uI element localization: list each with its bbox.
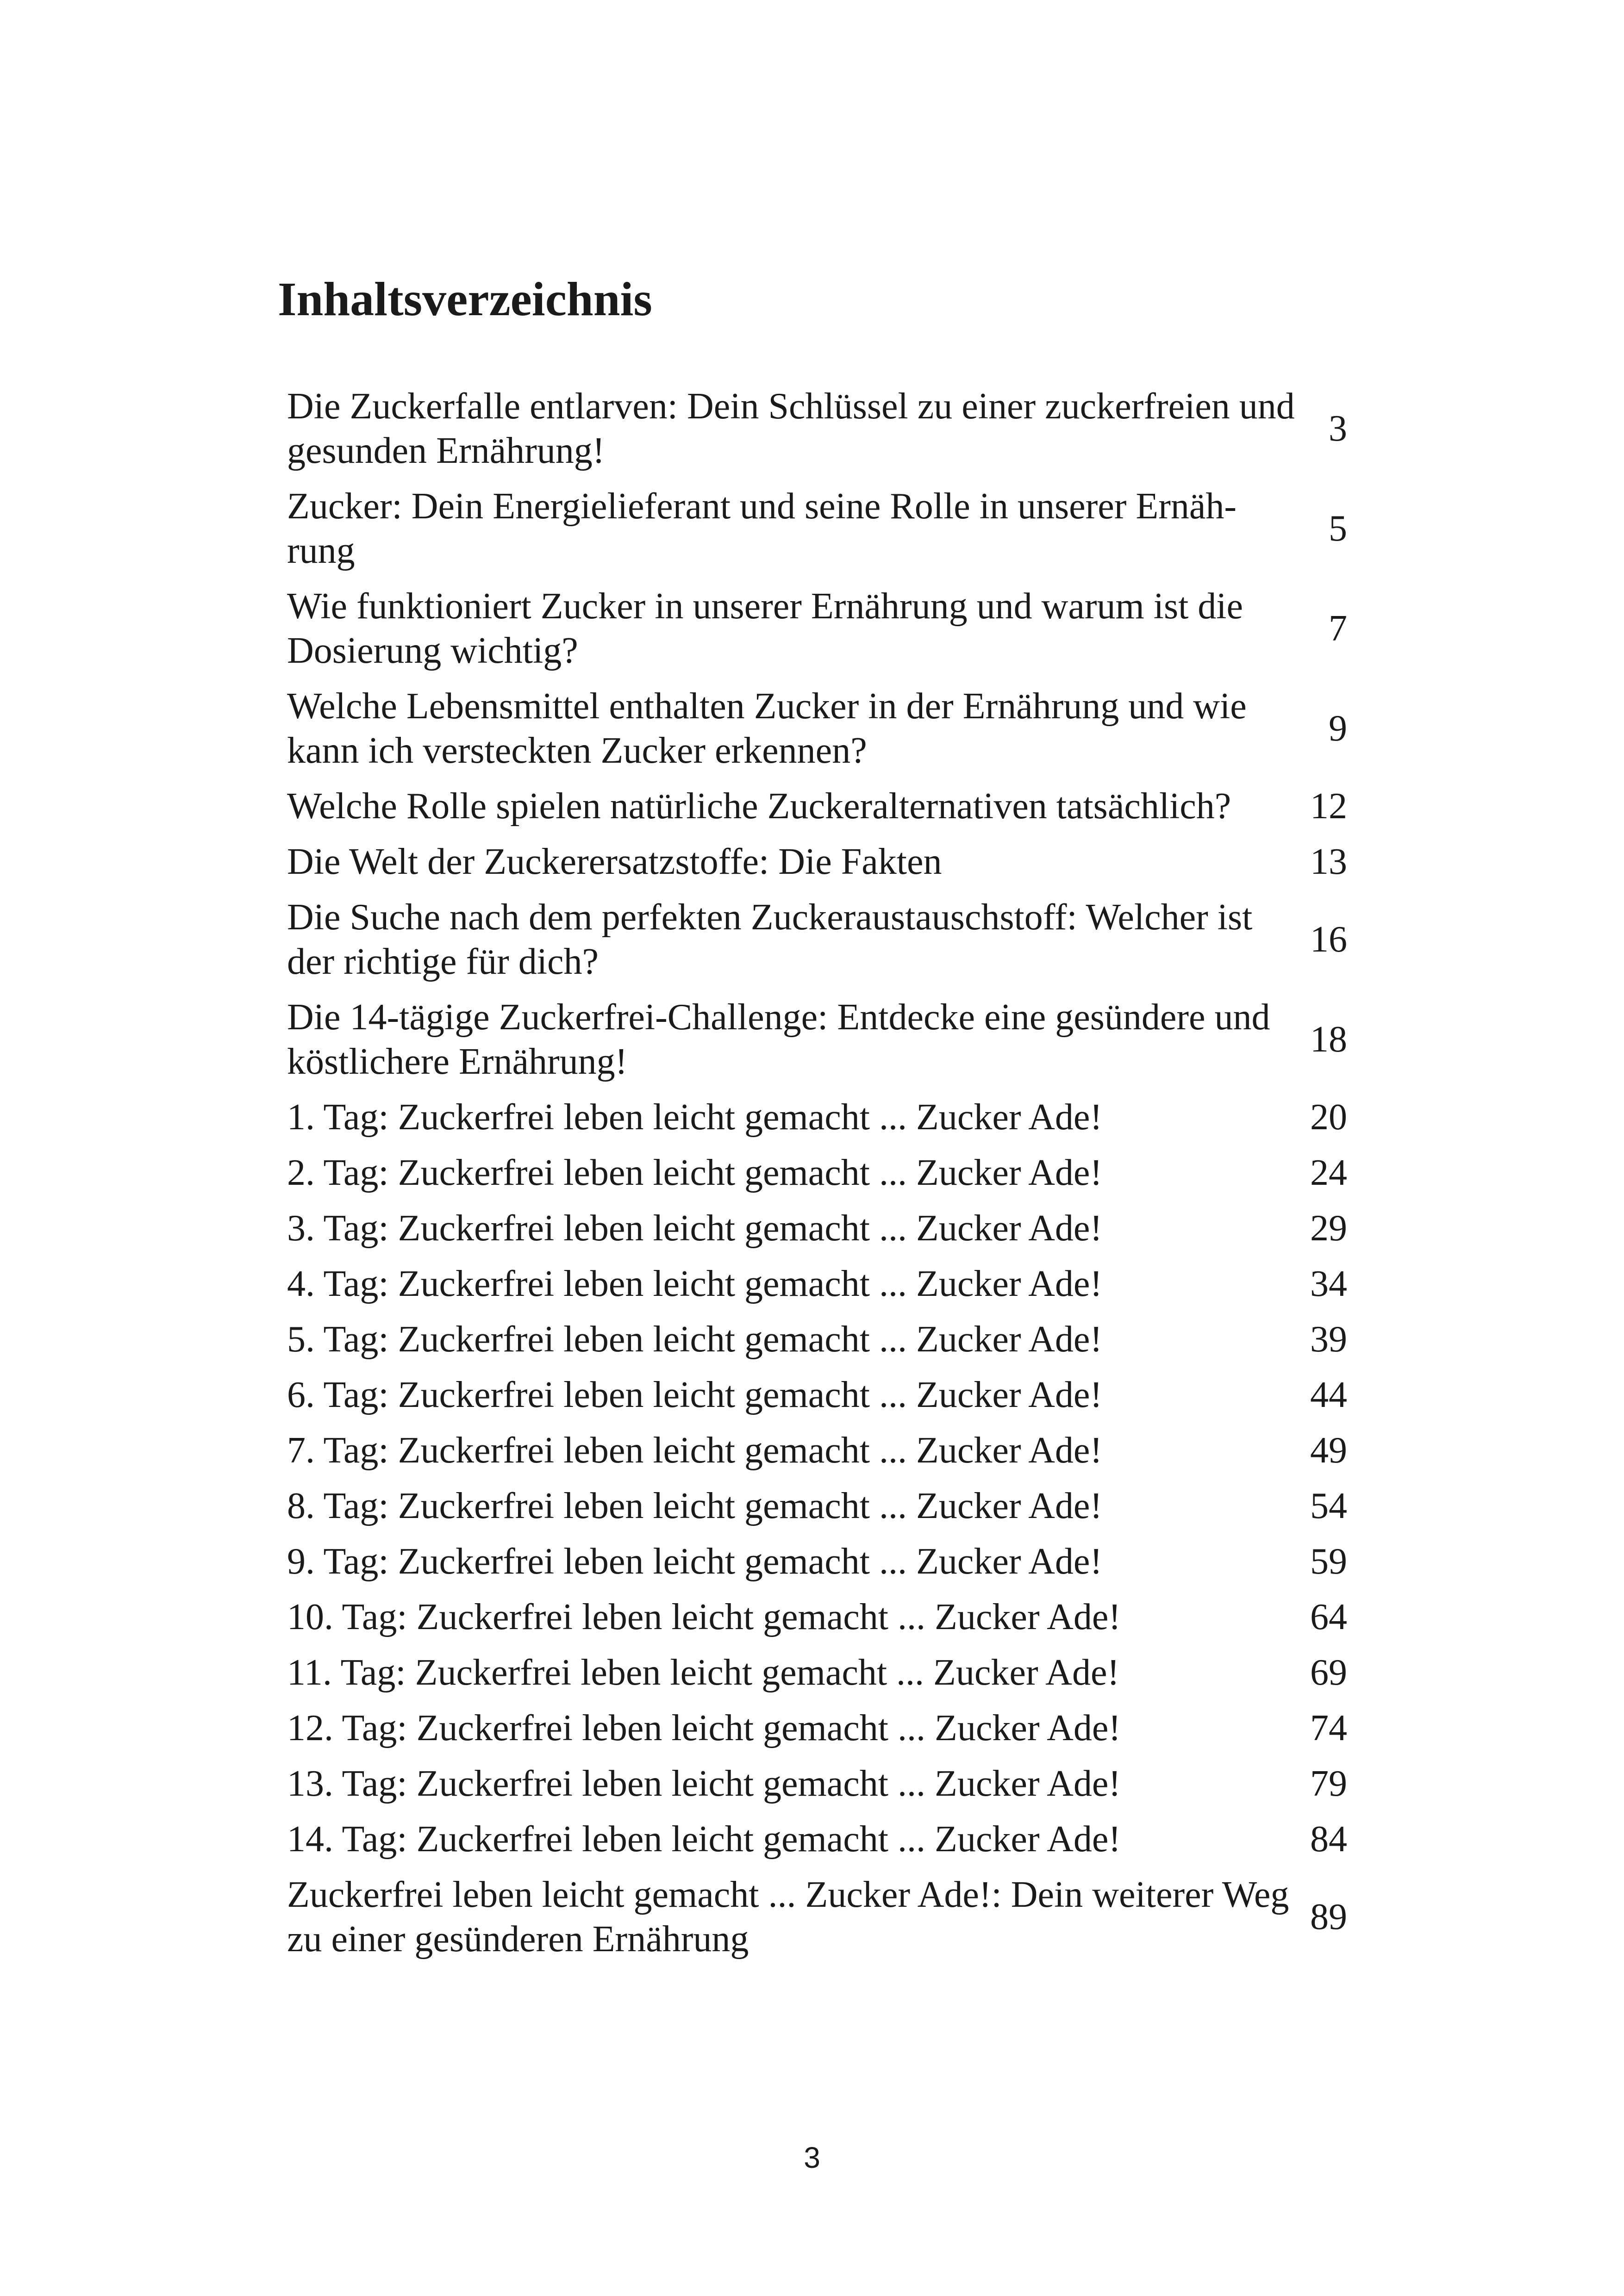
toc-entry-title: Zucker: Dein Energielieferant und seine Rolle in unserer Ernäh-rung	[287, 486, 1237, 571]
toc-entry-title: Zuckerfrei leben leicht gemacht ... Zucker Ade!: Dein weiterer Weg zu einer gesünderen Ernährung	[287, 1874, 1289, 1960]
toc-entry-title: 1. Tag: Zuckerfrei leben leicht gemacht ... Zucker Ade!	[287, 1097, 1103, 1138]
toc-entry-page: 34	[1310, 1263, 1347, 1304]
toc-entry[interactable]	[287, 678, 1347, 778]
toc-entry[interactable]	[287, 890, 1347, 989]
toc-entry-page: 18	[1310, 1019, 1347, 1060]
toc-entry[interactable]	[287, 1145, 1347, 1201]
toc-entry-page: 59	[1310, 1541, 1347, 1582]
toc-entry[interactable]	[287, 1700, 1347, 1756]
table-of-contents	[287, 379, 1347, 1967]
toc-entry-page: 89	[1310, 1897, 1347, 1937]
toc-entry[interactable]	[287, 1089, 1347, 1145]
toc-entry-page: 69	[1310, 1652, 1347, 1693]
toc-entry[interactable]	[287, 579, 1347, 678]
toc-entry[interactable]	[287, 479, 1347, 579]
toc-entry-page: 74	[1310, 1708, 1347, 1748]
toc-entry-page: 79	[1310, 1763, 1347, 1804]
page-number: 3	[804, 2141, 820, 2174]
toc-entry-page: 12	[1310, 786, 1347, 827]
toc-entry-page: 49	[1310, 1430, 1347, 1471]
toc-entry[interactable]	[287, 1423, 1347, 1478]
toc-entry-title: 7. Tag: Zuckerfrei leben leicht gemacht ... Zucker Ade!	[287, 1430, 1103, 1471]
toc-entry-page: 5	[1329, 508, 1347, 549]
toc-entry-page: 29	[1310, 1208, 1347, 1249]
toc-entry[interactable]	[287, 1312, 1347, 1367]
toc-entry-page: 9	[1329, 708, 1347, 749]
toc-entry[interactable]	[287, 379, 1347, 479]
toc-entry-title: Die Welt der Zuckerersatzstoffe: Die Fakten	[287, 841, 942, 882]
toc-entry[interactable]	[287, 1534, 1347, 1589]
toc-entry-title: 6. Tag: Zuckerfrei leben leicht gemacht ... Zucker Ade!	[287, 1375, 1103, 1415]
toc-entry[interactable]	[287, 1811, 1347, 1867]
toc-entry-page: 20	[1310, 1097, 1347, 1138]
toc-entry[interactable]	[287, 1201, 1347, 1256]
toc-entry-title: Die Zuckerfalle entlarven: Dein Schlüssel zu einer zuckerfreien und gesunden Ernährung!	[287, 386, 1295, 471]
toc-entry-title: 12. Tag: Zuckerfrei leben leicht gemacht ... Zucker Ade!	[287, 1708, 1121, 1748]
toc-entry-title: 4. Tag: Zuckerfrei leben leicht gemacht ... Zucker Ade!	[287, 1263, 1103, 1304]
toc-entry[interactable]	[287, 1367, 1347, 1423]
toc-entry[interactable]	[287, 1645, 1347, 1700]
toc-entry-page: 24	[1310, 1152, 1347, 1193]
toc-entry-page: 7	[1329, 608, 1347, 649]
toc-entry[interactable]	[287, 1756, 1347, 1811]
toc-entry-title: 5. Tag: Zuckerfrei leben leicht gemacht ... Zucker Ade!	[287, 1319, 1103, 1360]
toc-entry-page: 3	[1329, 408, 1347, 449]
toc-entry-title: 9. Tag: Zuckerfrei leben leicht gemacht ... Zucker Ade!	[287, 1541, 1103, 1582]
toc-entry-title: Wie funktioniert Zucker in unserer Ernährung und warum ist die Dosierung wichtig?	[287, 586, 1243, 671]
toc-entry[interactable]	[287, 989, 1347, 1089]
page-title: Inhaltsverzeichnis	[278, 273, 652, 326]
toc-entry-page: 64	[1310, 1597, 1347, 1637]
toc-entry-title: 2. Tag: Zuckerfrei leben leicht gemacht ... Zucker Ade!	[287, 1152, 1103, 1193]
toc-entry-page: 16	[1310, 919, 1347, 960]
toc-entry-title: Welche Lebensmittel enthalten Zucker in der Ernährung und wie kann ich versteckten Zucker erkennen?	[287, 686, 1247, 771]
toc-entry-title: Welche Rolle spielen natürliche Zuckeralternativen tatsächlich?	[287, 786, 1231, 827]
toc-entry-title: 14. Tag: Zuckerfrei leben leicht gemacht ... Zucker Ade!	[287, 1819, 1121, 1860]
toc-entry-page: 13	[1310, 841, 1347, 882]
toc-entry-title: 3. Tag: Zuckerfrei leben leicht gemacht ... Zucker Ade!	[287, 1208, 1103, 1249]
toc-entry[interactable]	[287, 834, 1347, 890]
toc-entry[interactable]	[287, 1589, 1347, 1645]
toc-entry-page: 39	[1310, 1319, 1347, 1360]
toc-entry[interactable]	[287, 1256, 1347, 1312]
toc-entry-title: 8. Tag: Zuckerfrei leben leicht gemacht ... Zucker Ade!	[287, 1486, 1103, 1526]
toc-entry[interactable]	[287, 1478, 1347, 1534]
toc-entry-title: 13. Tag: Zuckerfrei leben leicht gemacht ... Zucker Ade!	[287, 1763, 1121, 1804]
toc-entry-title: Die Suche nach dem perfekten Zuckeraustauschstoff: Welcher ist der richtige für dich?	[287, 897, 1253, 982]
toc-entry-page: 84	[1310, 1819, 1347, 1860]
toc-entry-title: 11. Tag: Zuckerfrei leben leicht gemacht ... Zucker Ade!	[287, 1652, 1120, 1693]
toc-entry-title: 10. Tag: Zuckerfrei leben leicht gemacht ... Zucker Ade!	[287, 1597, 1121, 1637]
toc-entry[interactable]	[287, 778, 1347, 834]
toc-entry-page: 44	[1310, 1375, 1347, 1415]
toc-entry[interactable]	[287, 1867, 1347, 1967]
toc-entry-page: 54	[1310, 1486, 1347, 1526]
toc-entry-title: Die 14-tägige Zuckerfrei-Challenge: Entdecke eine gesündere und köstlichere Ernährung!	[287, 997, 1270, 1082]
